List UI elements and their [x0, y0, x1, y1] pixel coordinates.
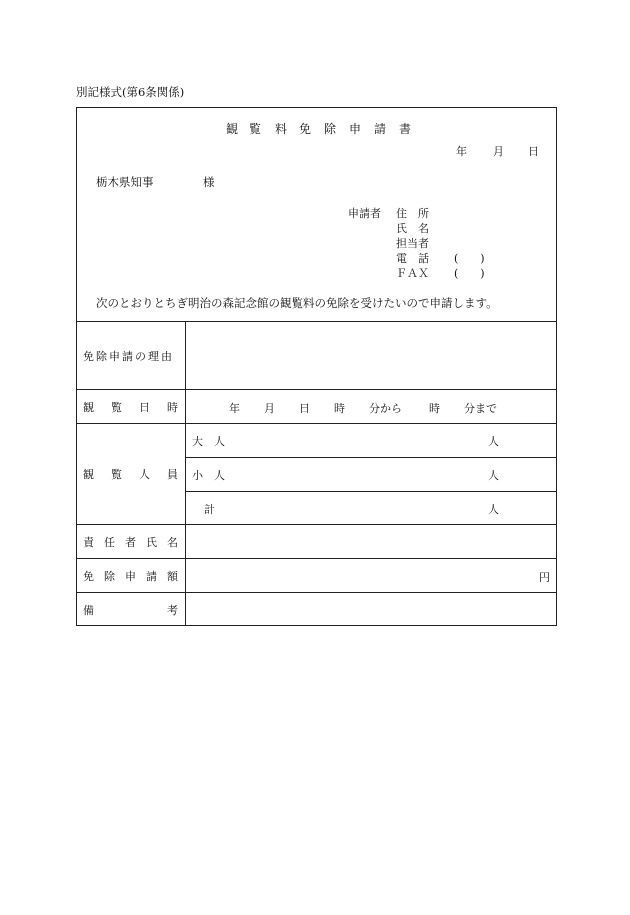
- applicant-heading: 申請者: [348, 207, 381, 220]
- contact-person-label: 担当者: [396, 237, 429, 250]
- viewing-hour-to: 時: [429, 402, 440, 415]
- child-label: 小 人: [192, 469, 225, 482]
- responsible-label-char: 責: [83, 535, 94, 549]
- form-reference: 別記様式(第6条関係): [76, 85, 185, 99]
- table-divider: [185, 491, 557, 492]
- phone-parens: ( ): [454, 252, 485, 265]
- responsible-label-char: 名: [167, 535, 178, 549]
- viewing-year: 年: [229, 402, 240, 415]
- remarks-label-char: 考: [167, 603, 178, 617]
- date-label-char: 時: [167, 400, 178, 414]
- responsible-row-label: [76, 525, 185, 558]
- title-char: 請: [374, 122, 387, 136]
- remarks-label-char: 備: [83, 603, 94, 617]
- date-day: 日: [528, 145, 539, 158]
- fax-parens: ( ): [454, 267, 485, 280]
- title-char: 覧: [249, 122, 262, 136]
- title-char: 料: [275, 122, 288, 136]
- address-label: 住 所: [396, 207, 429, 220]
- responsible-label-char: 者: [125, 535, 136, 549]
- amount-row-label: [76, 559, 185, 592]
- viewing-month: 月: [264, 402, 275, 415]
- date-label-char: 日: [139, 400, 150, 414]
- application-statement: 次のとおりとちぎ明治の森記念館の観覧料の免除を受けたいので申請します。: [96, 296, 498, 310]
- visitors-row-label: [76, 424, 185, 524]
- name-label: 氏 名: [396, 222, 429, 235]
- amount-label-char: 申: [125, 569, 136, 583]
- amount-label-char: 除: [104, 569, 115, 583]
- date-label-char: 観: [83, 400, 94, 414]
- phone-label: 電 話: [396, 252, 429, 265]
- addressee: 栃木県知事: [96, 175, 154, 189]
- viewing-hour-from: 時: [334, 402, 345, 415]
- total-label: 計: [204, 503, 215, 516]
- reason-field[interactable]: [186, 322, 556, 389]
- visitors-label-char: 員: [167, 468, 178, 481]
- title-char: 観: [226, 122, 239, 136]
- visitors-label-char: 覧: [111, 468, 122, 481]
- adult-unit: 人: [488, 435, 499, 448]
- viewing-day: 日: [299, 402, 310, 415]
- date-year: 年: [456, 145, 467, 158]
- responsible-label-char: 任: [104, 535, 115, 549]
- remarks-field[interactable]: [186, 593, 556, 626]
- child-unit: 人: [488, 469, 499, 482]
- amount-label-char: 請: [146, 569, 157, 583]
- amount-unit: 円: [539, 571, 550, 584]
- viewing-minute-to: 分まで: [464, 402, 497, 415]
- date-month: 月: [493, 145, 504, 158]
- amount-label-char: 額: [167, 569, 178, 583]
- total-unit: 人: [488, 503, 499, 516]
- reason-row-label: [76, 322, 185, 389]
- viewing-minute-from: 分から: [369, 402, 402, 415]
- title-char: 申: [349, 122, 362, 136]
- responsible-name-field[interactable]: [186, 525, 556, 558]
- table-divider: [185, 457, 557, 458]
- title-char: 除: [324, 122, 337, 136]
- visitors-label-char: 観: [83, 468, 94, 481]
- date-label-char: 覧: [111, 400, 122, 414]
- addressee-honorific: 様: [203, 175, 215, 189]
- date-row-label: [76, 390, 185, 423]
- remarks-row-label: [76, 593, 185, 626]
- title-char: 免: [299, 122, 312, 136]
- responsible-label-char: 氏: [146, 535, 157, 549]
- visitors-label-char: 人: [139, 468, 150, 481]
- fax-label: ＦＡＸ: [396, 267, 429, 280]
- reason-label: 免除申請の理由: [83, 349, 174, 363]
- amount-label-char: 免: [83, 569, 94, 583]
- title-char: 書: [399, 122, 412, 136]
- adult-label: 大 人: [192, 435, 225, 448]
